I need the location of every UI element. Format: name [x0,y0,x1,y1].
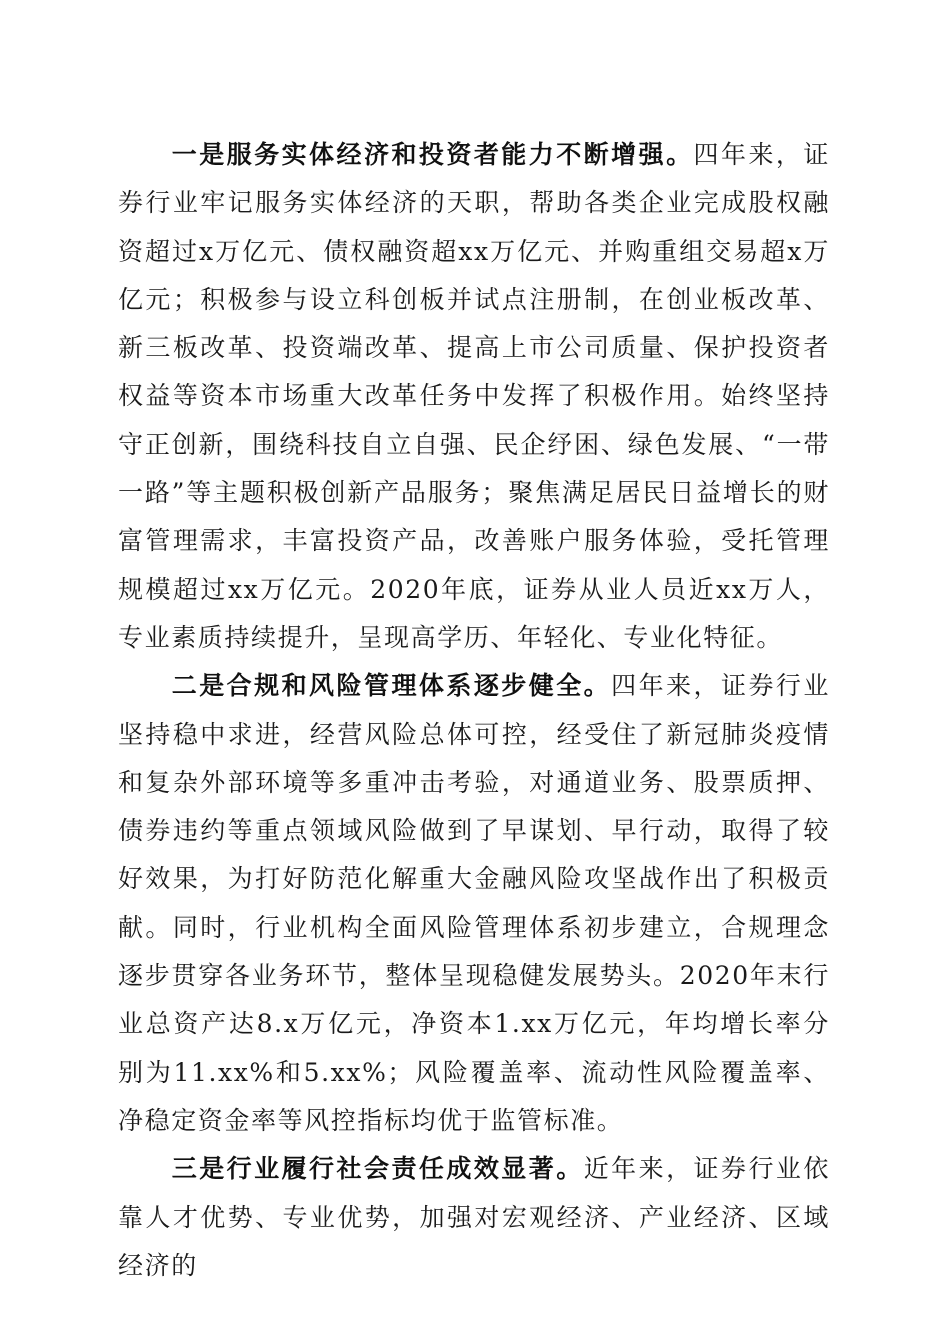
paragraph-lead-3: 三是行业履行社会责任成效显著。 [171,1154,584,1184]
paragraph-lead-2: 二是合规和风险管理体系逐步健全。 [171,671,612,701]
paragraph-body-2: 四年来，证券行业坚持稳中求进，经营风险总体可控，经受住了新冠肺炎疫情和复杂外部环境等多重冲击考验，对通道业务、股票质押、债券违约等重点领域风险做到了早谋划、早行动，取得了较好效果，为打好防范化解重大金融风险攻坚战作出了积极贡献。同时，行业机构全面风险管理体系初步建立，合规理念逐步贯穿各业务环节，整体呈现稳健发展势头。2020年末行业总资产达8.x万亿元，净资本1.xx万亿元，年均增长率分别为11.xx%和5.xx%；风险覆盖率、流动性风险覆盖率、净稳定资金率等风控指标均优于监管标准。 [118,671,830,1135]
paragraph-risk-management [118,662,830,1145]
paragraph-body-3: 近年来，证券行业依靠人才优势、专业优势，加强对宏观经济、产业经济、区域经济的 [118,1154,830,1280]
paragraph-social-responsibility [118,1145,830,1290]
paragraph-service-real-economy [118,131,830,662]
paragraph-lead-1: 一是服务实体经济和投资者能力不断增强。 [171,140,694,169]
document-body [118,131,830,1290]
paragraph-body-1: 四年来，证券行业牢记服务实体经济的天职，帮助各类企业完成股权融资超过x万亿元、债权融资超xx万亿元、并购重组交易超x万亿元；积极参与设立科创板并试点注册制，在创业板改革、新三板改革、投资端改革、提高上市公司质量、保护投资者权益等资本市场重大改革任务中发挥了积极作用。始终坚持守正创新，围绕科技自立自强、民企纾困、绿色发展、“一带一路”等主题积极创新产品服务；聚焦满足居民日益增长的财富管理需求，丰富投资产品，改善账户服务体验，受托管理规模超过xx万亿元。2020年底，证券从业人员近xx万人，专业素质持续提升，呈现高学历、年轻化、专业化特征。 [118,140,830,652]
